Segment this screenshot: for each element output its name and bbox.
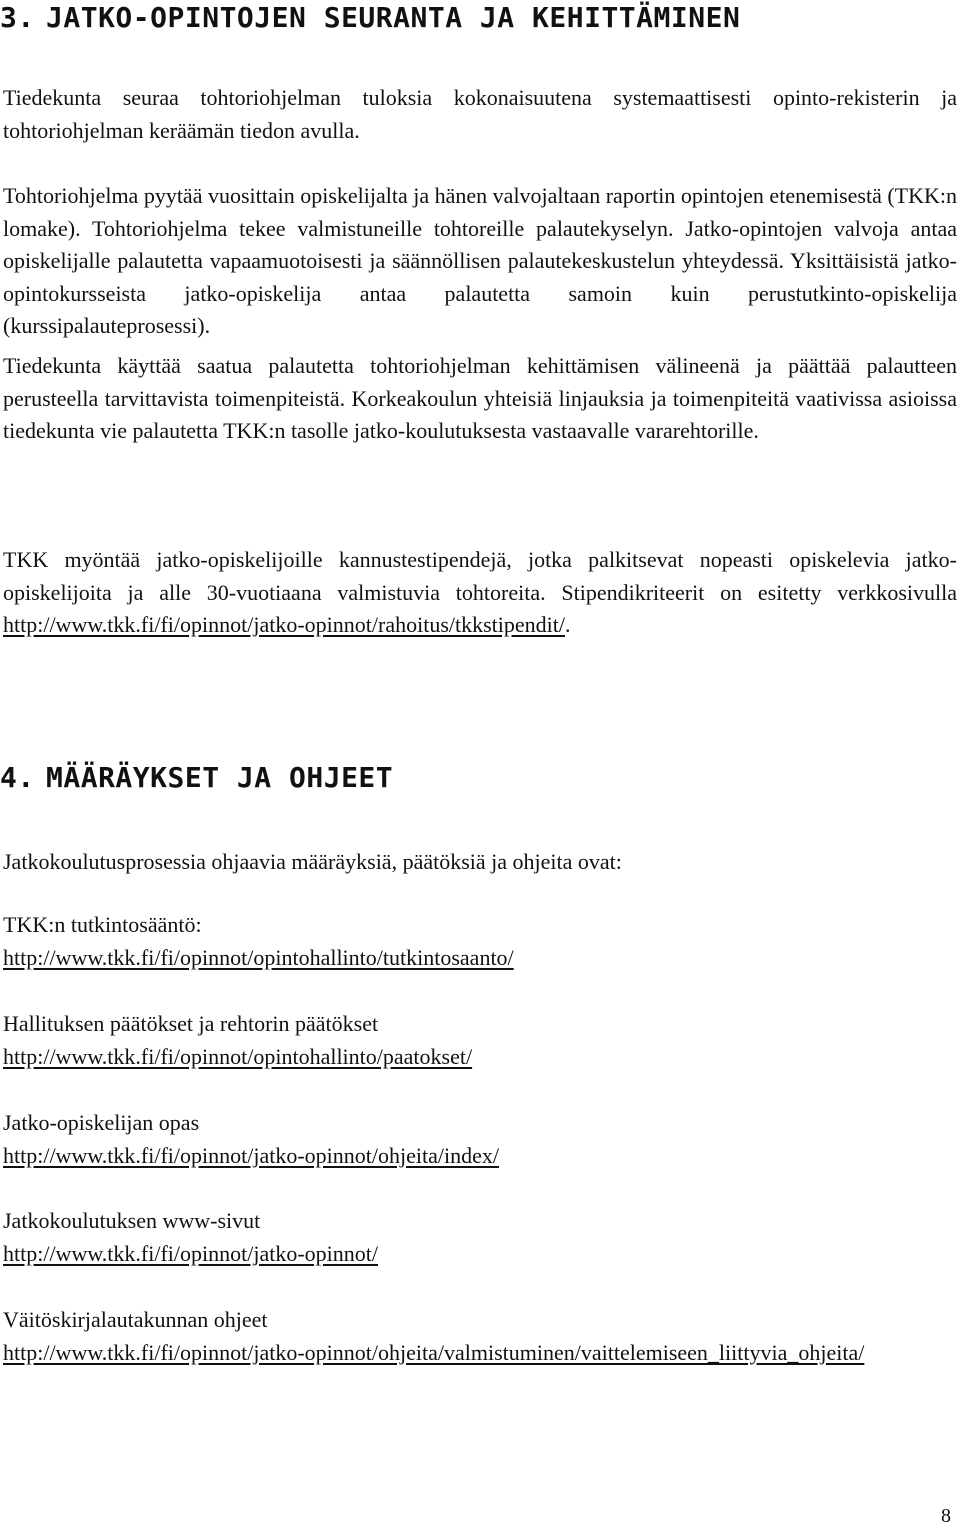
- reference-item: [3, 1304, 953, 1369]
- paragraph-text: Tiedekunta käyttää saatua palautetta tohtoriohjelman kehittämisen välineenä ja päättää palautteen perusteella tarvittavista toimenpiteistä. Korkeakoulun yhteisiä linjauksia ja toimenpiteitä vaativissa asioissa tiedekunta vie palautetta TKK:n tasolle jatko-koulutuksesta vastaavalle vararehtorille.: [3, 353, 957, 443]
- section-4-intro: Jatkokoulutusprosessia ohjaavia määräyksiä, päätöksiä ja ohjeita ovat:: [3, 849, 622, 874]
- reference-link[interactable]: http://www.tkk.fi/fi/opinnot/opintohallinto/tutkintosaanto/: [3, 944, 514, 970]
- paragraph-text: .: [565, 612, 571, 637]
- reference-label: Jatko-opiskelijan opas: [3, 1110, 200, 1135]
- reference-label: TKK:n tutkintosääntö:: [3, 912, 202, 937]
- paragraph-text: Tiedekunta seuraa tohtoriohjelman tuloksia kokonaisuutena systemaattisesti opinto-rekisterin ja tohtoriohjelman keräämän tiedon avulla.: [3, 85, 957, 143]
- reference-label: Väitöskirjalautakunnan ohjeet: [3, 1307, 268, 1332]
- reference-link[interactable]: http://www.tkk.fi/fi/opinnot/opintohallinto/paatokset/: [3, 1043, 473, 1069]
- page-number: 8: [941, 1505, 951, 1527]
- paragraph-text: Tohtoriohjelma pyytää vuosittain opiskelijalta ja hänen valvojaltaan raportin opintojen etenemisestä (TKK:n lomake). Tohtoriohjelma tekee valmistuneille tohtoreille palautekyselyn. Jatko-opintojen valvoja antaa opiskelijalle palautetta vapaamuotoisesti ja säännöllisen palautekeskustelun yhteydessä. Yksittäisistä jatko-opintokursseista jatko-opiskelija antaa palautetta samoin kuin perustutkinto-opiskelija (kurssipalauteprosessi).: [3, 183, 957, 338]
- inline-link[interactable]: http://www.tkk.fi/fi/opinnot/jatko-opinnot/rahoitus/tkkstipendit/: [3, 612, 565, 637]
- section-3-heading: [0, 1, 740, 34]
- section-3-paragraph: [3, 82, 957, 147]
- section-3-number: 3.: [0, 1, 35, 34]
- section-3-paragraph: [3, 180, 957, 343]
- reference-item: [3, 1008, 953, 1073]
- reference-link[interactable]: http://www.tkk.fi/fi/opinnot/jatko-opinnot/ohjeita/index/: [3, 1142, 499, 1168]
- paragraph-text: TKK myöntää jatko-opiskelijoille kannustestipendejä, jotka palkitsevat nopeasti opiskelevia jatko-opiskelijoita ja alle 30-vuotiaana valmistuvia tohtoreita. Stipendikriteerit on esitetty verkkosivulla: [3, 547, 957, 605]
- section-3-title: JATKO-OPINTOJEN SEURANTA JA KEHITTÄMINEN: [46, 1, 741, 34]
- reference-link[interactable]: http://www.tkk.fi/fi/opinnot/jatko-opinnot/: [3, 1240, 378, 1266]
- section-4-heading: [0, 761, 393, 794]
- reference-label: Jatkokoulutuksen www-sivut: [3, 1208, 261, 1233]
- reference-item: [3, 909, 953, 974]
- reference-item: [3, 1107, 953, 1172]
- reference-link[interactable]: http://www.tkk.fi/fi/opinnot/jatko-opinnot/ohjeita/valmistuminen/vaittelemiseen_liittyvia_ohjeita/: [3, 1339, 865, 1365]
- section-3-paragraph: [3, 544, 957, 642]
- section-3-paragraph: [3, 350, 957, 448]
- reference-item: [3, 1205, 953, 1270]
- reference-label: Hallituksen päätökset ja rehtorin päätökset: [3, 1011, 379, 1036]
- section-4-number: 4.: [0, 761, 35, 794]
- section-4-title: MÄÄRÄYKSET JA OHJEET: [46, 761, 394, 794]
